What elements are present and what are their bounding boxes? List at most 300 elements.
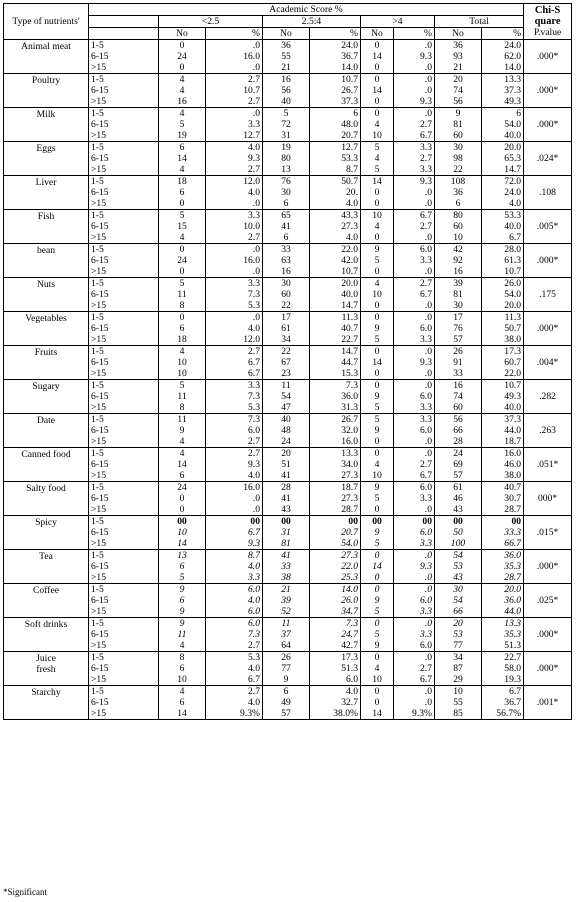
percent-cell: 17.3	[310, 652, 361, 664]
count-cell: 66	[435, 606, 482, 618]
frequency-level: >15	[89, 606, 159, 618]
frequency-level: 1-5	[89, 380, 159, 392]
frequency-level: 6-15	[89, 697, 159, 708]
frequency-level: 1-5	[89, 74, 159, 86]
percent-cell: 36.0	[482, 595, 524, 606]
count-cell: 26	[435, 346, 482, 358]
percent-cell: 27.3	[310, 221, 361, 232]
count-cell: 10	[361, 210, 394, 222]
percent-cell: 49.3	[482, 96, 524, 108]
count-cell: 51	[263, 459, 310, 470]
percent-cell: 3.3	[394, 606, 435, 618]
count-cell: 21	[263, 62, 310, 74]
percent-cell: 25.3	[310, 572, 361, 584]
percent-cell: 40.0	[482, 130, 524, 142]
count-cell: 16	[263, 74, 310, 86]
count-cell: 00	[361, 516, 394, 528]
percent-cell: 49.3	[482, 391, 524, 402]
count-cell: 0	[361, 686, 394, 698]
count-cell: 5	[361, 606, 394, 618]
count-cell: 74	[435, 85, 482, 96]
count-cell: 9	[263, 674, 310, 686]
percent-cell: 28.7	[310, 504, 361, 516]
frequency-level: >15	[89, 708, 159, 720]
percent-cell: 3.3	[394, 402, 435, 414]
percent-cell: 32.0	[310, 425, 361, 436]
percent-cell: 40.0	[310, 289, 361, 300]
table-row	[4, 142, 572, 154]
percent-cell: .0	[394, 380, 435, 392]
percent-cell: 2.7	[206, 346, 263, 358]
count-cell: 50	[435, 527, 482, 538]
count-cell: 80	[263, 153, 310, 164]
percent-cell: .0	[394, 686, 435, 698]
count-cell: 69	[435, 459, 482, 470]
percent-cell: 6.0	[394, 640, 435, 652]
percent-cell: 34.7	[310, 606, 361, 618]
count-cell: 24	[435, 448, 482, 460]
count-cell: 41	[263, 221, 310, 232]
percent-cell: 27.3	[310, 493, 361, 504]
percent-cell: 9.3%	[394, 708, 435, 720]
percent-cell: 8.7	[206, 550, 263, 562]
percent-cell: 2.7	[206, 686, 263, 698]
count-cell: 60	[263, 289, 310, 300]
percent-cell: 19.3	[482, 674, 524, 686]
count-cell: 4	[361, 119, 394, 130]
percent-cell: 9.3	[394, 357, 435, 368]
count-cell: 0	[361, 74, 394, 86]
percent-cell: 40.7	[310, 323, 361, 334]
count-cell: 24	[159, 255, 206, 266]
table-row	[4, 108, 572, 120]
p-value: .024*	[524, 142, 572, 176]
count-cell: 41	[263, 470, 310, 482]
frequency-level: 1-5	[89, 414, 159, 426]
nutrient-name: Nuts	[4, 278, 89, 312]
group-header-total: Total	[435, 16, 524, 28]
frequency-level: 6-15	[89, 527, 159, 538]
count-cell: 14	[361, 357, 394, 368]
count-cell: 11	[159, 289, 206, 300]
percent-cell: .0	[394, 198, 435, 210]
count-cell: 5	[159, 380, 206, 392]
count-cell: 43	[435, 572, 482, 584]
count-cell: 4	[159, 448, 206, 460]
nutrient-name: Date	[4, 414, 89, 448]
count-cell: 0	[361, 584, 394, 596]
percent-cell: .0	[206, 62, 263, 74]
frequency-level: 6-15	[89, 425, 159, 436]
academic-score-header: Academic Score %	[89, 4, 524, 16]
percent-cell: 9.3	[394, 561, 435, 572]
count-cell: 9	[361, 244, 394, 256]
percent-cell: 2.7	[394, 221, 435, 232]
count-cell: 61	[263, 323, 310, 334]
count-cell: 9	[159, 584, 206, 596]
percent-cell: 20.0	[482, 300, 524, 312]
percent-cell: .0	[394, 697, 435, 708]
percent-cell: 6.7	[482, 686, 524, 698]
count-cell: 11	[159, 391, 206, 402]
percent-cell: 9.3	[394, 96, 435, 108]
percent-cell: 00	[394, 516, 435, 528]
count-cell: 9	[159, 606, 206, 618]
table-row	[4, 516, 572, 528]
percent-cell: 43.3	[310, 210, 361, 222]
frequency-level: 6-15	[89, 187, 159, 198]
count-cell: 9	[361, 482, 394, 494]
nutrient-name: Animal meat	[4, 40, 89, 74]
percent-cell: 4.0	[206, 561, 263, 572]
count-cell: 28	[435, 436, 482, 448]
percent-cell: .0	[394, 85, 435, 96]
count-cell: 0	[361, 572, 394, 584]
percent-cell: .0	[206, 40, 263, 52]
percent-cell: 00	[206, 516, 263, 528]
frequency-level: >15	[89, 232, 159, 244]
frequency-level: 1-5	[89, 312, 159, 324]
count-cell: 37	[263, 629, 310, 640]
table-row	[4, 323, 572, 334]
count-cell: 0	[361, 346, 394, 358]
count-cell: 98	[435, 153, 482, 164]
percent-cell: .0	[394, 300, 435, 312]
table-row	[4, 584, 572, 596]
percent-cell: 3.3	[394, 255, 435, 266]
count-cell: 22	[435, 164, 482, 176]
percent-cell: 20.0	[482, 142, 524, 154]
percent-cell: 6	[482, 108, 524, 120]
p-value: .175	[524, 278, 572, 312]
table-row	[4, 674, 572, 686]
count-cell: 19	[263, 142, 310, 154]
percent-cell: 6.0	[394, 595, 435, 606]
p-value: .108	[524, 176, 572, 210]
percent-cell: 3.3	[394, 414, 435, 426]
count-cell: 93	[435, 51, 482, 62]
count-cell: 15	[159, 221, 206, 232]
percent-cell: 13.3	[482, 618, 524, 630]
count-cell: 0	[361, 368, 394, 380]
table-row	[4, 697, 572, 708]
count-cell: 63	[263, 255, 310, 266]
percent-cell: 2.7	[394, 153, 435, 164]
percent-cell: 44.7	[310, 357, 361, 368]
count-cell: 0	[361, 96, 394, 108]
count-cell: 4	[361, 459, 394, 470]
count-cell: 16	[263, 266, 310, 278]
percent-cell: 6.7	[394, 289, 435, 300]
count-cell: 91	[435, 357, 482, 368]
pct-header: %	[394, 28, 435, 40]
count-cell: 0	[159, 62, 206, 74]
percent-cell: 4.0	[482, 198, 524, 210]
frequency-level: 1-5	[89, 516, 159, 528]
count-cell: 20	[435, 74, 482, 86]
percent-cell: .0	[394, 40, 435, 52]
count-cell: 17	[263, 312, 310, 324]
percent-cell: 7.3	[206, 289, 263, 300]
frequency-level: 1-5	[89, 346, 159, 358]
count-cell: 72	[263, 119, 310, 130]
percent-cell: 44.0	[482, 425, 524, 436]
count-cell: 46	[435, 493, 482, 504]
table-row	[4, 482, 572, 494]
percent-cell: .0	[394, 108, 435, 120]
count-cell: 24	[159, 482, 206, 494]
count-cell: 65	[263, 210, 310, 222]
percent-cell: 6.0	[206, 584, 263, 596]
percent-cell: 2.7	[206, 448, 263, 460]
percent-cell: 2.7	[206, 232, 263, 244]
count-cell: 66	[435, 425, 482, 436]
table-row	[4, 652, 572, 664]
count-cell: 11	[159, 629, 206, 640]
percent-cell: 22.0	[310, 561, 361, 572]
percent-cell: 2.7	[206, 96, 263, 108]
frequency-level: 6-15	[89, 357, 159, 368]
count-cell: 5	[361, 538, 394, 550]
count-cell: 10	[435, 686, 482, 698]
percent-cell: .0	[394, 346, 435, 358]
count-cell: 6	[159, 470, 206, 482]
table-row	[4, 368, 572, 380]
percent-cell: 18.7	[310, 482, 361, 494]
count-cell: 16	[159, 96, 206, 108]
percent-cell: 35.3	[482, 629, 524, 640]
count-cell: 30	[263, 187, 310, 198]
nutrient-name: Vegetables	[4, 312, 89, 346]
count-cell: 16	[435, 266, 482, 278]
percent-cell: 40.0	[482, 221, 524, 232]
count-cell: 47	[263, 402, 310, 414]
percent-cell: 42.0	[310, 255, 361, 266]
nutrient-name: Milk	[4, 108, 89, 142]
count-cell: 55	[435, 697, 482, 708]
level-subheader	[89, 28, 159, 40]
count-cell: 4	[159, 85, 206, 96]
count-cell: 43	[263, 504, 310, 516]
pct-header: %	[310, 28, 361, 40]
count-cell: 0	[159, 198, 206, 210]
frequency-level: 6-15	[89, 663, 159, 674]
percent-cell: 6.0	[394, 425, 435, 436]
percent-cell: 6.0	[394, 482, 435, 494]
nutrient-name: Tea	[4, 550, 89, 584]
percent-cell: 26.7	[310, 85, 361, 96]
frequency-level: >15	[89, 504, 159, 516]
count-cell: 6	[263, 686, 310, 698]
count-cell: 20	[263, 448, 310, 460]
count-cell: 14	[361, 85, 394, 96]
percent-cell: .0	[206, 108, 263, 120]
table-row	[4, 278, 572, 290]
percent-cell: 22.7	[310, 334, 361, 346]
frequency-level: 1-5	[89, 244, 159, 256]
percent-cell: 66.7	[482, 538, 524, 550]
table-row	[4, 187, 572, 198]
percent-cell: 6.0	[310, 674, 361, 686]
percent-cell: 22.7	[482, 652, 524, 664]
table-row	[4, 244, 572, 256]
percent-cell: 6.0	[394, 323, 435, 334]
table-row	[4, 51, 572, 62]
count-cell: 67	[263, 357, 310, 368]
count-cell: 5	[263, 108, 310, 120]
table-row	[4, 550, 572, 562]
percent-cell: 3.3	[206, 210, 263, 222]
table-row	[4, 312, 572, 324]
frequency-level: >15	[89, 164, 159, 176]
percent-cell: 4.0	[206, 142, 263, 154]
percent-cell: 4.0	[206, 187, 263, 198]
count-cell: 8	[159, 300, 206, 312]
percent-cell: 3.3	[394, 538, 435, 550]
percent-cell: 6.0	[394, 391, 435, 402]
percent-cell: .0	[394, 312, 435, 324]
count-cell: 10	[159, 674, 206, 686]
table-row	[4, 459, 572, 470]
count-cell: 81	[435, 119, 482, 130]
table-row	[4, 493, 572, 504]
count-cell: 14	[361, 176, 394, 188]
count-cell: 56	[435, 96, 482, 108]
percent-cell: 24.0	[482, 40, 524, 52]
group-header-low: <2.5	[159, 16, 263, 28]
percent-cell: 16.0	[482, 448, 524, 460]
count-cell: 10	[361, 130, 394, 142]
chi-square-line-1: Chi-S	[534, 5, 561, 16]
percent-cell: 13.3	[310, 448, 361, 460]
percent-cell: 9.3	[394, 176, 435, 188]
percent-cell: 33.3	[482, 527, 524, 538]
percent-cell: 28.7	[482, 572, 524, 584]
nutrient-name: Sugary	[4, 380, 89, 414]
percent-cell: 12.0	[206, 176, 263, 188]
chi-square-header	[524, 4, 572, 40]
count-cell: 14	[159, 708, 206, 720]
p-value: .005*	[524, 210, 572, 244]
percent-cell: 6.7	[394, 470, 435, 482]
count-cell: 0	[159, 504, 206, 516]
count-cell: 60	[435, 402, 482, 414]
percent-cell: 7.3	[206, 629, 263, 640]
percent-cell: 6.0	[206, 425, 263, 436]
count-cell: 0	[361, 62, 394, 74]
frequency-level: 6-15	[89, 493, 159, 504]
count-cell: 5	[361, 255, 394, 266]
count-cell: 24	[263, 436, 310, 448]
percent-cell: 3.3	[394, 142, 435, 154]
p-value: .000*	[524, 312, 572, 346]
count-cell: 5	[361, 142, 394, 154]
frequency-level: >15	[89, 96, 159, 108]
frequency-level: 1-5	[89, 550, 159, 562]
count-cell: 0	[361, 300, 394, 312]
percent-cell: 42.7	[310, 640, 361, 652]
percent-cell: 20.0	[310, 278, 361, 290]
frequency-level: >15	[89, 402, 159, 414]
percent-cell: 37.3	[482, 414, 524, 426]
percent-cell: 4.0	[310, 232, 361, 244]
count-cell: 77	[435, 640, 482, 652]
frequency-level: >15	[89, 640, 159, 652]
percent-cell: .0	[206, 198, 263, 210]
count-cell: 43	[435, 504, 482, 516]
frequency-level: 1-5	[89, 108, 159, 120]
count-cell: 41	[263, 550, 310, 562]
p-value: .004*	[524, 346, 572, 380]
percent-cell: 20.7	[310, 527, 361, 538]
percent-cell: 14.7	[310, 346, 361, 358]
frequency-level: >15	[89, 334, 159, 346]
count-cell: 108	[435, 176, 482, 188]
percent-cell: 2.7	[394, 663, 435, 674]
percent-cell: .0	[394, 652, 435, 664]
percent-cell: 16.0	[206, 51, 263, 62]
table-row	[4, 266, 572, 278]
frequency-level: >15	[89, 368, 159, 380]
percent-cell: 12.7	[206, 130, 263, 142]
percent-cell: 2.7	[394, 459, 435, 470]
table-row	[4, 527, 572, 538]
percent-cell: 10.7	[310, 74, 361, 86]
count-cell: 5	[361, 629, 394, 640]
percent-cell: .0	[206, 266, 263, 278]
percent-cell: 10.7	[310, 266, 361, 278]
percent-cell: 10.7	[206, 85, 263, 96]
count-cell: 9	[159, 618, 206, 630]
count-cell: 5	[159, 119, 206, 130]
count-cell: 28	[263, 482, 310, 494]
percent-cell: 3.3	[206, 380, 263, 392]
count-cell: 22	[263, 346, 310, 358]
percent-cell: 24.0	[310, 40, 361, 52]
count-cell: 6	[159, 697, 206, 708]
count-cell: 36	[435, 187, 482, 198]
percent-cell: 38.0%	[310, 708, 361, 720]
group-header-mid: 2.5:4	[263, 16, 361, 28]
frequency-level: 6-15	[89, 595, 159, 606]
frequency-level: 1-5	[89, 618, 159, 630]
percent-cell: 36.7	[310, 51, 361, 62]
percent-cell: 14.0	[310, 62, 361, 74]
count-cell: 9	[361, 595, 394, 606]
count-cell: 6	[263, 232, 310, 244]
percent-cell: 2.7	[206, 640, 263, 652]
table-row	[4, 504, 572, 516]
count-cell: 9	[159, 425, 206, 436]
nutrient-name: Salty food	[4, 482, 89, 516]
count-cell: 85	[435, 708, 482, 720]
count-cell: 5	[361, 493, 394, 504]
percent-cell: 9.3%	[206, 708, 263, 720]
count-cell: 30	[435, 300, 482, 312]
count-cell: 60	[435, 130, 482, 142]
frequency-level: >15	[89, 572, 159, 584]
percent-cell: 40.7	[482, 482, 524, 494]
no-header: No	[361, 28, 394, 40]
percent-cell: 14.0	[482, 62, 524, 74]
count-cell: 5	[159, 572, 206, 584]
percent-cell: 9.3	[206, 459, 263, 470]
p-value: .000*	[524, 652, 572, 686]
count-cell: 0	[361, 550, 394, 562]
table-row	[4, 334, 572, 346]
count-cell: 6	[263, 198, 310, 210]
count-cell: 14	[159, 538, 206, 550]
